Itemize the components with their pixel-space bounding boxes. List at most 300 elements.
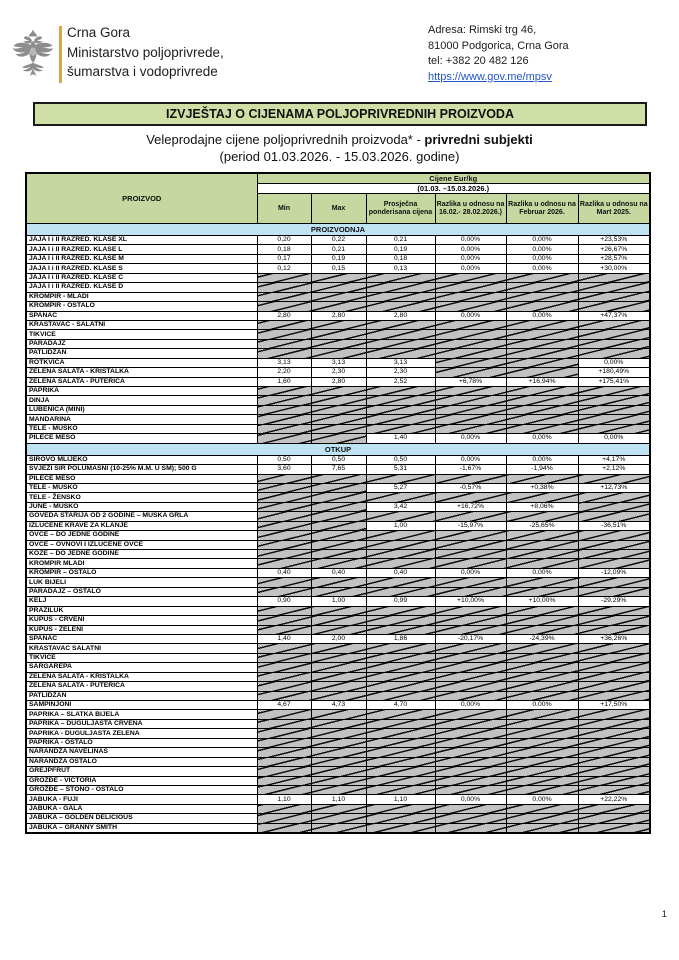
no-data-cell <box>435 578 506 587</box>
no-data-cell <box>435 283 506 292</box>
product-name: KUPUS - CRVENI <box>26 616 257 625</box>
no-data-cell <box>435 785 506 794</box>
value-cell: 0,00% <box>506 795 578 804</box>
address-line-phone: tel: +382 20 482 126 <box>428 55 529 67</box>
value-cell: 4,67 <box>257 701 311 710</box>
org-line-ministry-2: šumarstva i vodoprivrede <box>67 64 218 79</box>
no-data-cell <box>366 415 435 424</box>
value-cell: 0,00% <box>506 264 578 273</box>
no-data-cell <box>506 710 578 719</box>
no-data-cell <box>578 785 650 794</box>
no-data-cell <box>578 339 650 348</box>
table-row <box>26 767 650 776</box>
table-row <box>26 320 650 329</box>
product-name: KROMPIR – OSTALO <box>26 568 257 577</box>
no-data-cell <box>311 682 366 691</box>
value-cell: 3,13 <box>366 358 435 367</box>
no-data-cell <box>435 625 506 634</box>
table-row <box>26 606 650 615</box>
value-cell: 0,90 <box>257 597 311 606</box>
no-data-cell <box>578 396 650 405</box>
no-data-cell <box>506 405 578 414</box>
product-name: KROMPIR - MLADI <box>26 292 257 301</box>
no-data-cell <box>311 502 366 511</box>
value-cell: 3,60 <box>257 465 311 474</box>
no-data-cell <box>257 396 311 405</box>
no-data-cell <box>435 814 506 823</box>
value-cell: 0,00% <box>435 311 506 320</box>
table-row <box>26 729 650 738</box>
column-header-diff-prev-period: Razlika u odnosu na 16.02.- 28.02.2026.) <box>435 194 506 224</box>
product-name: SPANAĆ <box>26 634 257 643</box>
no-data-cell <box>506 320 578 329</box>
table-row <box>26 474 650 483</box>
no-data-cell <box>578 663 650 672</box>
table-row <box>26 719 650 728</box>
no-data-cell <box>311 663 366 672</box>
subtitle-bold-text: privredni subjekti <box>424 132 533 147</box>
no-data-cell <box>578 302 650 311</box>
value-cell: 0,00% <box>506 455 578 464</box>
table-row <box>26 616 650 625</box>
table-row <box>26 273 650 282</box>
value-cell: +23,53% <box>578 236 650 245</box>
no-data-cell <box>506 672 578 681</box>
value-cell: 1,40 <box>366 434 435 443</box>
value-cell: 0,00% <box>435 455 506 464</box>
page-number: 1 <box>661 909 667 920</box>
product-name: KOZE – DO JEDNE GODINE <box>26 550 257 559</box>
value-cell: 7,65 <box>311 465 366 474</box>
value-cell: 0,00% <box>506 311 578 320</box>
no-data-cell <box>257 663 311 672</box>
no-data-cell <box>311 578 366 587</box>
no-data-cell <box>257 531 311 540</box>
product-name: OVCE – DO JEDNE GODINE <box>26 531 257 540</box>
no-data-cell <box>506 474 578 483</box>
no-data-cell <box>257 405 311 414</box>
no-data-cell <box>506 823 578 833</box>
value-cell: 1,86 <box>366 634 435 643</box>
value-cell: +6,78% <box>435 377 506 386</box>
no-data-cell <box>311 550 366 559</box>
no-data-cell <box>435 349 506 358</box>
no-data-cell <box>257 785 311 794</box>
value-cell: 0,21 <box>366 236 435 245</box>
table-row <box>26 823 650 833</box>
value-cell: -12,09% <box>578 568 650 577</box>
value-cell: 3,42 <box>366 502 435 511</box>
no-data-cell <box>366 283 435 292</box>
no-data-cell <box>311 625 366 634</box>
product-name: TELE - MUŠKO <box>26 424 257 433</box>
table-row <box>26 434 650 443</box>
no-data-cell <box>506 424 578 433</box>
no-data-cell <box>311 320 366 329</box>
org-line-country: Crna Gora <box>67 25 131 40</box>
value-cell: +26,67% <box>578 245 650 254</box>
no-data-cell <box>366 424 435 433</box>
no-data-cell <box>578 387 650 396</box>
no-data-cell <box>578 540 650 549</box>
no-data-cell <box>366 550 435 559</box>
value-cell: 4,70 <box>366 701 435 710</box>
no-data-cell <box>311 653 366 662</box>
no-data-cell <box>435 616 506 625</box>
no-data-cell <box>257 606 311 615</box>
no-data-cell <box>257 292 311 301</box>
value-cell: +22,22% <box>578 795 650 804</box>
no-data-cell <box>366 719 435 728</box>
no-data-cell <box>311 415 366 424</box>
table-row <box>26 748 650 757</box>
table-row <box>26 368 650 377</box>
no-data-cell <box>257 339 311 348</box>
no-data-cell <box>366 682 435 691</box>
product-name: ZELENA SALATA - PUTERICA <box>26 682 257 691</box>
column-header-diff-mar-2025: Razlika u odnosu na Mart 2025. <box>578 194 650 224</box>
no-data-cell <box>311 785 366 794</box>
ministry-website-link[interactable]: https://www.gov.me/mpsv <box>428 70 552 83</box>
product-name: KUPUS - ZELENI <box>26 625 257 634</box>
value-cell: -25,65% <box>506 521 578 530</box>
no-data-cell <box>311 823 366 833</box>
no-data-cell <box>435 804 506 813</box>
no-data-cell <box>257 814 311 823</box>
no-data-cell <box>366 710 435 719</box>
value-cell: 0,50 <box>366 455 435 464</box>
no-data-cell <box>506 748 578 757</box>
value-cell: -20,17% <box>435 634 506 643</box>
product-name: JAJA I i II RAZRED. KLASE XL <box>26 236 257 245</box>
no-data-cell <box>366 493 435 502</box>
no-data-cell <box>257 691 311 700</box>
no-data-cell <box>578 804 650 813</box>
no-data-cell <box>257 625 311 634</box>
no-data-cell <box>366 302 435 311</box>
product-name: KRASTAVAC - SALATNI <box>26 320 257 329</box>
no-data-cell <box>578 320 650 329</box>
table-row <box>26 330 650 339</box>
no-data-cell <box>435 302 506 311</box>
table-row <box>26 405 650 414</box>
no-data-cell <box>366 776 435 785</box>
no-data-cell <box>435 672 506 681</box>
no-data-cell <box>366 663 435 672</box>
no-data-cell <box>366 748 435 757</box>
table-row <box>26 245 650 254</box>
table-row <box>26 531 650 540</box>
no-data-cell <box>311 814 366 823</box>
table-row <box>26 311 650 320</box>
no-data-cell <box>257 434 311 443</box>
table-row <box>26 578 650 587</box>
no-data-cell <box>506 283 578 292</box>
price-table <box>25 172 651 834</box>
no-data-cell <box>506 606 578 615</box>
no-data-cell <box>366 814 435 823</box>
value-cell: +0,38% <box>506 483 578 492</box>
no-data-cell <box>366 531 435 540</box>
no-data-cell <box>366 339 435 348</box>
no-data-cell <box>578 823 650 833</box>
no-data-cell <box>257 550 311 559</box>
no-data-cell <box>435 512 506 521</box>
no-data-cell <box>578 493 650 502</box>
no-data-cell <box>366 616 435 625</box>
no-data-cell <box>257 283 311 292</box>
table-row <box>26 691 650 700</box>
value-cell: +175,41% <box>578 377 650 386</box>
no-data-cell <box>435 719 506 728</box>
no-data-cell <box>257 540 311 549</box>
table-row <box>26 653 650 662</box>
contact-block <box>428 23 569 85</box>
no-data-cell <box>311 748 366 757</box>
no-data-cell <box>506 396 578 405</box>
column-header-weighted-avg: Prosječna ponderisana cijena <box>366 194 435 224</box>
no-data-cell <box>506 776 578 785</box>
no-data-cell <box>506 550 578 559</box>
product-name: JABUKA – GOLDEN DELICIOUS <box>26 814 257 823</box>
no-data-cell <box>366 559 435 568</box>
no-data-cell <box>506 691 578 700</box>
value-cell: 0,00% <box>435 568 506 577</box>
table-row <box>26 785 650 794</box>
no-data-cell <box>506 339 578 348</box>
no-data-cell <box>506 814 578 823</box>
value-cell: 0,00% <box>578 434 650 443</box>
no-data-cell <box>257 320 311 329</box>
no-data-cell <box>366 387 435 396</box>
value-cell: 0,00% <box>506 434 578 443</box>
no-data-cell <box>506 757 578 766</box>
no-data-cell <box>366 644 435 653</box>
no-data-cell <box>435 606 506 615</box>
section-header-otkup: OTKUP <box>26 443 650 455</box>
table-row <box>26 540 650 549</box>
product-name: LUBENICA (MINI) <box>26 405 257 414</box>
no-data-cell <box>578 748 650 757</box>
no-data-cell <box>311 405 366 414</box>
no-data-cell <box>366 738 435 747</box>
value-cell: 5,27 <box>366 483 435 492</box>
product-name: PAPRIKA - OSTALO <box>26 738 257 747</box>
product-name: ZELENA SALATA - KRISTALKA <box>26 672 257 681</box>
no-data-cell <box>578 474 650 483</box>
value-cell: 0,12 <box>257 264 311 273</box>
no-data-cell <box>578 531 650 540</box>
no-data-cell <box>257 474 311 483</box>
org-line-ministry-1: Ministarstvo poljoprivrede, <box>67 44 224 60</box>
no-data-cell <box>311 512 366 521</box>
table-row <box>26 814 650 823</box>
value-cell: +16,94% <box>506 377 578 386</box>
value-cell: 0,00% <box>435 236 506 245</box>
no-data-cell <box>435 424 506 433</box>
no-data-cell <box>257 415 311 424</box>
no-data-cell <box>366 320 435 329</box>
no-data-cell <box>435 663 506 672</box>
no-data-cell <box>435 644 506 653</box>
no-data-cell <box>435 531 506 540</box>
address-line-city: 81000 Podgorica, Crna Gora <box>428 39 569 52</box>
table-row <box>26 625 650 634</box>
value-cell: 2,80 <box>311 311 366 320</box>
table-row <box>26 550 650 559</box>
no-data-cell <box>435 748 506 757</box>
product-name: TELE - ŽENSKO <box>26 493 257 502</box>
table-row <box>26 776 650 785</box>
product-name: JABUKA - FUJI <box>26 795 257 804</box>
value-cell: 2,80 <box>366 311 435 320</box>
product-name: LUK BIJELI <box>26 578 257 587</box>
no-data-cell <box>311 434 366 443</box>
table-row <box>26 710 650 719</box>
value-cell: 1,10 <box>366 795 435 804</box>
no-data-cell <box>311 719 366 728</box>
no-data-cell <box>506 273 578 282</box>
no-data-cell <box>578 625 650 634</box>
value-cell: 2,30 <box>311 368 366 377</box>
no-data-cell <box>578 644 650 653</box>
no-data-cell <box>578 710 650 719</box>
no-data-cell <box>506 719 578 728</box>
no-data-cell <box>366 691 435 700</box>
no-data-cell <box>311 531 366 540</box>
product-name: PARADAJZ – OSTALO <box>26 587 257 596</box>
no-data-cell <box>257 559 311 568</box>
product-name: JAJA I i II RAZRED. KLASE D <box>26 283 257 292</box>
table-row <box>26 292 650 301</box>
table-row <box>26 512 650 521</box>
no-data-cell <box>506 804 578 813</box>
product-name: JUNE - MUŠKO <box>26 502 257 511</box>
product-name: ŠARGAREPA <box>26 663 257 672</box>
no-data-cell <box>311 738 366 747</box>
no-data-cell <box>506 368 578 377</box>
no-data-cell <box>366 767 435 776</box>
table-row <box>26 377 650 386</box>
no-data-cell <box>257 767 311 776</box>
no-data-cell <box>435 396 506 405</box>
table-row <box>26 795 650 804</box>
no-data-cell <box>506 387 578 396</box>
value-cell: 0,00% <box>506 254 578 263</box>
no-data-cell <box>435 729 506 738</box>
value-cell: -15,97% <box>435 521 506 530</box>
no-data-cell <box>578 330 650 339</box>
product-name: GREJPFRUT <box>26 767 257 776</box>
no-data-cell <box>311 776 366 785</box>
product-name: TIKVICE <box>26 330 257 339</box>
no-data-cell <box>257 616 311 625</box>
table-row <box>26 663 650 672</box>
value-cell: +2,12% <box>578 465 650 474</box>
value-cell: -29,29% <box>578 597 650 606</box>
product-name: PAPRIKA – DUGULJASTA CRVENA <box>26 719 257 728</box>
no-data-cell <box>366 672 435 681</box>
no-data-cell <box>435 339 506 348</box>
product-name: ZELENA SALATA - PUTERICA <box>26 377 257 386</box>
no-data-cell <box>366 396 435 405</box>
table-row <box>26 455 650 464</box>
table-row <box>26 358 650 367</box>
no-data-cell <box>506 644 578 653</box>
no-data-cell <box>366 474 435 483</box>
value-cell: 3,13 <box>257 358 311 367</box>
no-data-cell <box>578 682 650 691</box>
table-row <box>26 387 650 396</box>
no-data-cell <box>257 748 311 757</box>
no-data-cell <box>257 493 311 502</box>
no-data-cell <box>366 785 435 794</box>
value-cell: 0,19 <box>366 245 435 254</box>
value-cell: +30,00% <box>578 264 650 273</box>
no-data-cell <box>578 691 650 700</box>
table-row <box>26 559 650 568</box>
value-cell: 0,00% <box>435 245 506 254</box>
product-name: IZLUČENE KRAVE ZA KLANJE <box>26 521 257 530</box>
table-row <box>26 568 650 577</box>
value-cell: +28,57% <box>578 254 650 263</box>
value-cell: 0,00% <box>435 434 506 443</box>
no-data-cell <box>311 283 366 292</box>
value-cell: 1,60 <box>257 377 311 386</box>
no-data-cell <box>257 672 311 681</box>
no-data-cell <box>311 587 366 596</box>
no-data-cell <box>311 292 366 301</box>
no-data-cell <box>311 672 366 681</box>
product-name: PATLIDŽAN <box>26 349 257 358</box>
no-data-cell <box>366 804 435 813</box>
no-data-cell <box>366 292 435 301</box>
no-data-cell <box>435 653 506 662</box>
no-data-cell <box>506 625 578 634</box>
no-data-cell <box>435 368 506 377</box>
table-row <box>26 738 650 747</box>
no-data-cell <box>257 483 311 492</box>
table-row <box>26 415 650 424</box>
product-name: ROTKVICA <box>26 358 257 367</box>
table-row <box>26 236 650 245</box>
no-data-cell <box>506 785 578 794</box>
no-data-cell <box>578 424 650 433</box>
product-name: TIKVICE <box>26 653 257 662</box>
no-data-cell <box>311 616 366 625</box>
value-cell: 0,17 <box>257 254 311 263</box>
product-name: PAPRIKA – SLATKA BIJELA <box>26 710 257 719</box>
value-cell: 1,00 <box>366 521 435 530</box>
no-data-cell <box>578 587 650 596</box>
no-data-cell <box>311 387 366 396</box>
product-name: PILEĆE MESO <box>26 434 257 443</box>
no-data-cell <box>578 757 650 766</box>
no-data-cell <box>311 606 366 615</box>
value-cell: 0,18 <box>257 245 311 254</box>
subtitle-period-text: (period 01.03.2026. - 15.03.2026. godine) <box>219 149 460 164</box>
no-data-cell <box>257 710 311 719</box>
no-data-cell <box>578 405 650 414</box>
value-cell: -1,67% <box>435 465 506 474</box>
no-data-cell <box>506 767 578 776</box>
product-name: JAJA I i II RAZRED. KLASE S <box>26 264 257 273</box>
value-cell: 0,00% <box>435 701 506 710</box>
value-cell: 0,13 <box>366 264 435 273</box>
montenegro-coat-of-arms-icon <box>12 26 54 84</box>
no-data-cell <box>257 521 311 530</box>
no-data-cell <box>578 349 650 358</box>
